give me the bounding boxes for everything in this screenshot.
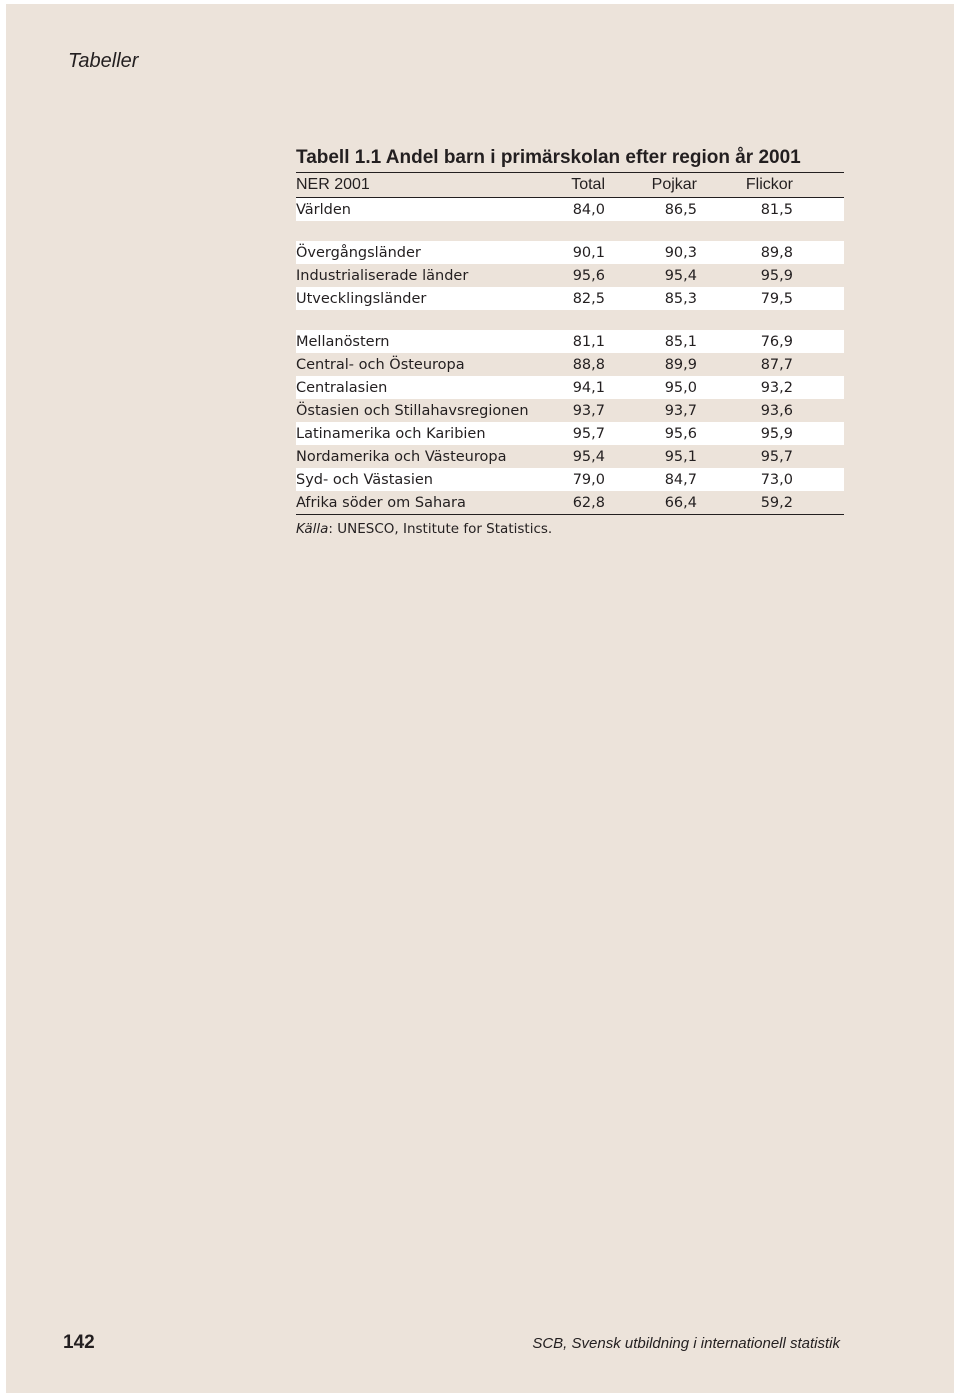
- girls-value: 95,9: [760, 425, 793, 442]
- boys-value: 93,7: [664, 402, 697, 419]
- girls-value: 59,2: [760, 494, 793, 511]
- running-head: Tabeller: [68, 50, 139, 72]
- boys-value: 85,3: [664, 290, 697, 307]
- boys-value: 85,1: [664, 333, 697, 350]
- page-number: 142: [63, 1332, 95, 1353]
- girls-value: 95,7: [760, 448, 793, 465]
- girls-value: 73,0: [760, 471, 793, 488]
- column-header-boys: Pojkar: [651, 176, 697, 193]
- table-row: [296, 198, 844, 221]
- total-value: 95,6: [572, 267, 605, 284]
- column-header-region: NER 2001: [296, 176, 370, 193]
- row-label: Afrika söder om Sahara: [296, 494, 466, 511]
- row-label: Central- och Östeuropa: [296, 356, 465, 373]
- girls-value: 79,5: [760, 290, 793, 307]
- table-body: [296, 198, 844, 514]
- table-row: [296, 241, 844, 264]
- total-value: 79,0: [572, 471, 605, 488]
- table-bottom-rule: [296, 514, 844, 515]
- boys-value: 86,5: [664, 201, 697, 218]
- statistics-table: [296, 144, 844, 537]
- boys-value: 90,3: [664, 244, 697, 261]
- total-value: 93,7: [572, 402, 605, 419]
- boys-value: 84,7: [664, 471, 697, 488]
- column-header-girls: Flickor: [745, 176, 793, 193]
- table-row: [296, 468, 844, 491]
- publication-title: SCB, Svensk utbildning i internationell statistik: [532, 1335, 840, 1352]
- girls-value: 89,8: [760, 244, 793, 261]
- row-label: Världen: [296, 201, 351, 218]
- column-header-total: Total: [571, 176, 605, 193]
- row-label: Östasien och Stillahavsregionen: [296, 402, 529, 419]
- total-value: 84,0: [572, 201, 605, 218]
- row-label: Latinamerika och Karibien: [296, 425, 486, 442]
- row-label: Industrialiserade länder: [296, 267, 469, 284]
- girls-value: 81,5: [760, 201, 793, 218]
- table-row: [296, 376, 844, 399]
- total-value: 95,7: [572, 425, 605, 442]
- girls-value: 93,2: [760, 379, 793, 396]
- total-value: 94,1: [572, 379, 605, 396]
- row-label: Centralasien: [296, 379, 388, 396]
- total-value: 95,4: [572, 448, 605, 465]
- boys-value: 95,6: [664, 425, 697, 442]
- table-header-row: [296, 173, 844, 197]
- table-row: [296, 287, 844, 310]
- source-text: : UNESCO, Institute for Statistics.: [328, 521, 553, 537]
- girls-value: 76,9: [760, 333, 793, 350]
- table-row: [296, 445, 844, 468]
- row-label: Utvecklingsländer: [296, 290, 427, 307]
- table-row: [296, 330, 844, 353]
- girls-value: 93,6: [760, 402, 793, 419]
- total-value: 90,1: [572, 244, 605, 261]
- source-note: [296, 521, 844, 537]
- row-label: Nordamerika och Västeuropa: [296, 448, 507, 465]
- total-value: 88,8: [572, 356, 605, 373]
- total-value: 62,8: [572, 494, 605, 511]
- source-label: Källa: [296, 521, 329, 537]
- page: [6, 4, 954, 1393]
- table-row: [296, 353, 844, 376]
- row-label: Mellanöstern: [296, 333, 390, 350]
- girls-value: 87,7: [760, 356, 793, 373]
- table-row: [296, 399, 844, 422]
- boys-value: 95,1: [664, 448, 697, 465]
- girls-value: 95,9: [760, 267, 793, 284]
- table-title: Tabell 1.1 Andel barn i primärskolan efter region år 2001: [296, 147, 801, 168]
- table-row: [296, 422, 844, 445]
- row-label: Övergångsländer: [296, 244, 421, 261]
- table-row: [296, 264, 844, 287]
- total-value: 81,1: [572, 333, 605, 350]
- boys-value: 95,0: [664, 379, 697, 396]
- boys-value: 95,4: [664, 267, 697, 284]
- total-value: 82,5: [572, 290, 605, 307]
- row-label: Syd- och Västasien: [296, 471, 433, 488]
- table-row: [296, 491, 844, 514]
- boys-value: 66,4: [664, 494, 697, 511]
- boys-value: 89,9: [664, 356, 697, 373]
